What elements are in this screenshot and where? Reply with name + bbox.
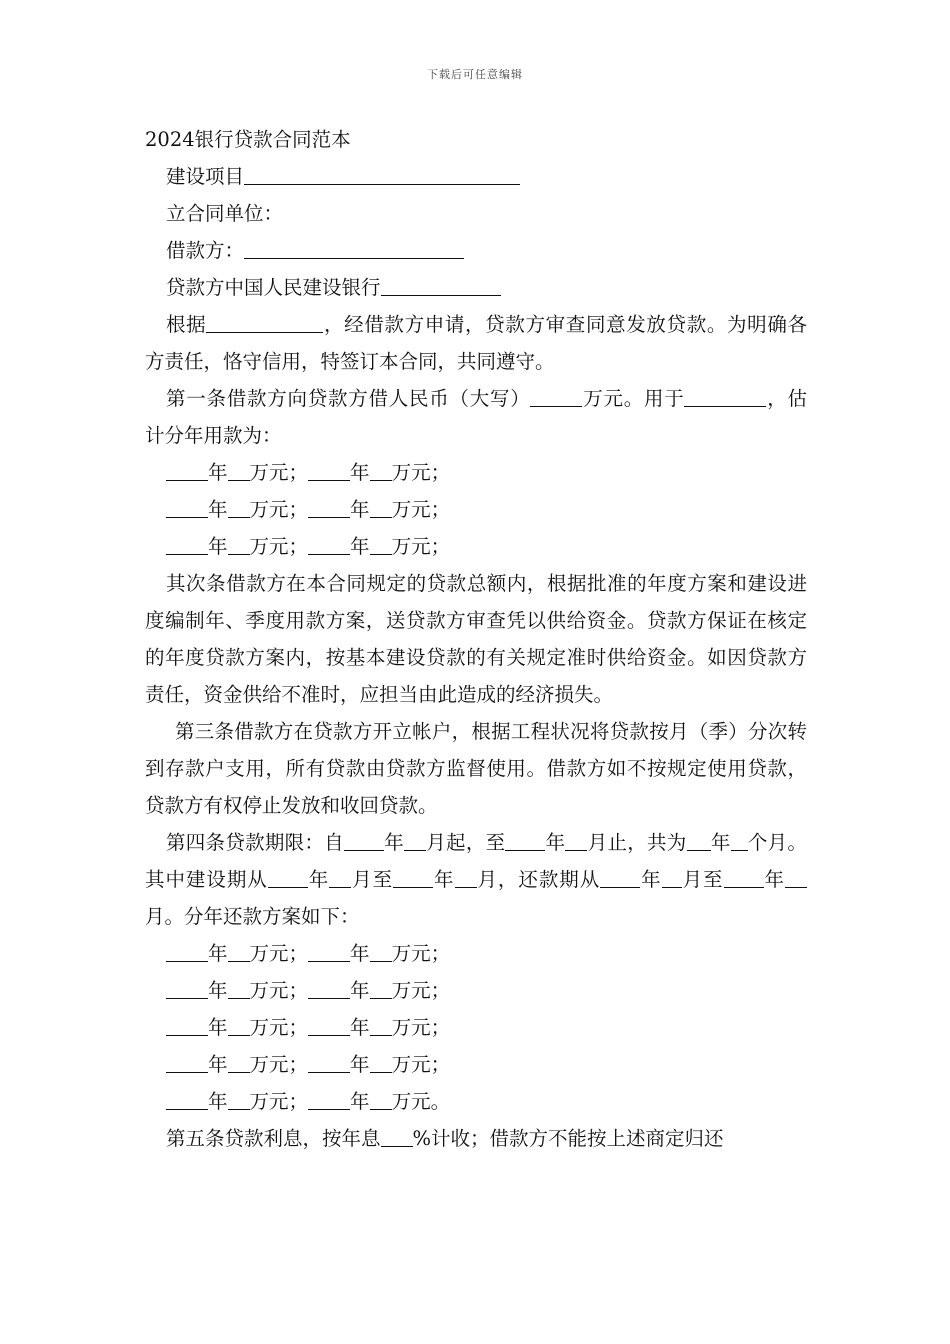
article-2: 其次条借款方在本合同规定的贷款总额内，根据批准的年度方案和建设进度编制年、季度用款方案，送贷款方审查凭以供给资金。贷款方保证在核定的年度贷款方案内，按基本建设贷款的有关规定准时供给资金。如因贷款方责任，资金供给不准时，应担当由此造成的经济损失。 xyxy=(145,572,807,706)
page-header: 下载后可任意编辑 xyxy=(427,68,523,81)
schedule-row: 年 万元； 年 万元； xyxy=(145,491,807,528)
contract-unit-field: 立合同单位： xyxy=(166,202,284,225)
blank-line xyxy=(244,164,520,185)
lender-field: 贷款方中国人民建设银行 xyxy=(145,269,807,306)
blank-line xyxy=(756,386,766,407)
usage-schedule xyxy=(145,454,807,565)
blank-line xyxy=(244,238,464,259)
project-field: 建设项目 xyxy=(145,158,807,195)
schedule-row: 年 万元； 年 万元； xyxy=(145,528,807,565)
article-5: 第五条贷款利息，按年息 %计收；借款方不能按上述商定归还 xyxy=(166,1127,724,1150)
document-title: 2024银行贷款合同范本 xyxy=(145,128,351,151)
article-3: 第三条借款方在贷款方开立帐户，根据工程状况将贷款按月（季）分次转到存款户支用，所有贷款由贷款方监督使用。借款方如不按规定使用贷款，贷款方有权停止发放和收回贷款。 xyxy=(145,720,807,817)
schedule-row: 年 万元； 年 万元； xyxy=(145,972,807,1009)
schedule-row: 年 万元； 年 万元； xyxy=(145,935,807,972)
repayment-schedule xyxy=(145,935,807,1120)
schedule-row: 年 万元； 年 万元。 xyxy=(145,1083,807,1120)
blank-line xyxy=(684,386,756,407)
intro-paragraph: 根据 ，经借款方申请，贷款方审查同意发放贷款。为明确各方责任，恪守信用，特签订本合同，共同遵守。 xyxy=(145,313,807,373)
blank-line xyxy=(381,275,501,296)
schedule-row: 年 万元； 年 万元； xyxy=(145,1046,807,1083)
article-1: 第一条借款方向贷款方借人民币（大写） 万元。用于 ，估计分年用款为： xyxy=(145,387,807,447)
schedule-row: 年 万元； 年 万元； xyxy=(145,1009,807,1046)
schedule-row: 年 万元； 年 万元； xyxy=(145,454,807,491)
borrower-field: 借款方： xyxy=(145,232,807,269)
contract-document xyxy=(145,121,807,1157)
blank-line xyxy=(206,312,323,333)
blank-line xyxy=(530,386,582,407)
article-4: 第四条贷款期限：自 年 月起，至 年 月止，共为 年 个月。其中建设期从 年 月至 年 月，还款期从 年 月至 年月。分年还款方案如下： xyxy=(145,831,807,928)
